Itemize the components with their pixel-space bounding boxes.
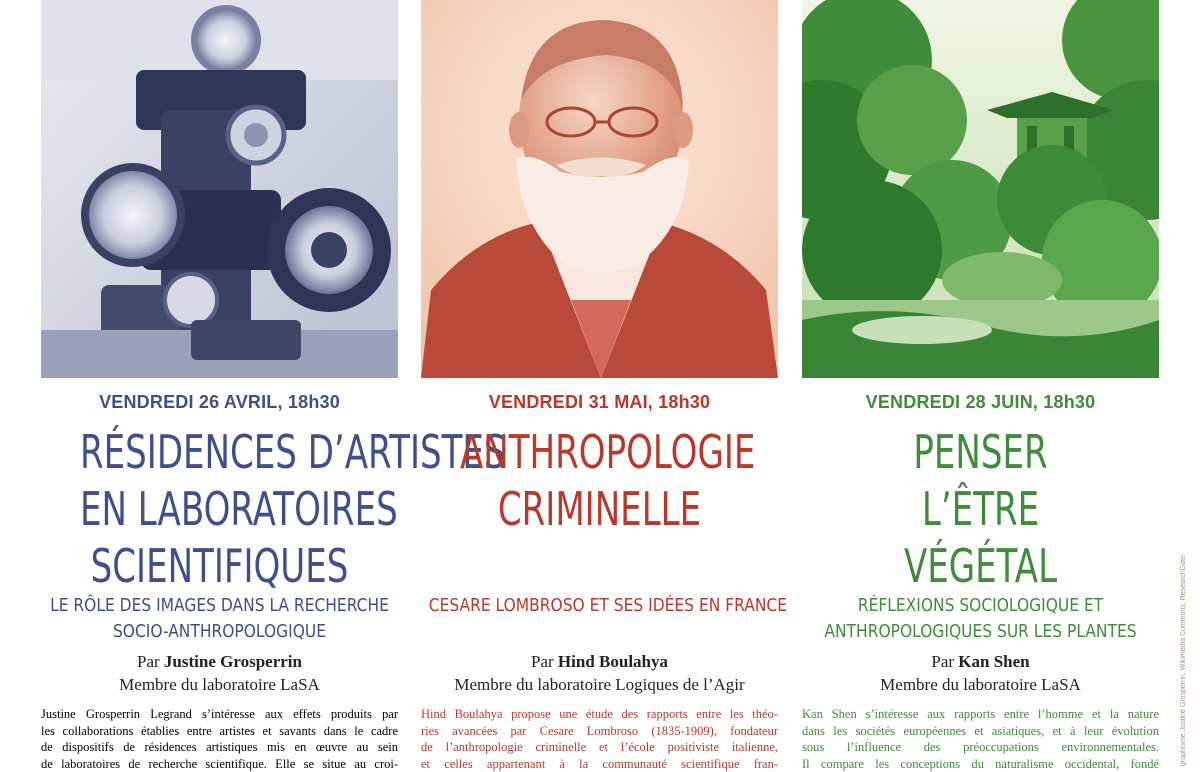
- description-line: de l’anthropologie criminelle et l’école positiviste italienne,: [421, 739, 778, 756]
- event-title: [841, 424, 1120, 595]
- subtitle-line: LE RÔLE DES IMAGES DANS LA RECHERCHE: [49, 593, 390, 619]
- subtitle-line: RÉFLEXIONS SOCIOLOGIQUE ET: [810, 593, 1151, 619]
- event-date: VENDREDI 31 MAI, 18h30: [421, 392, 778, 413]
- title-line: SCIENTIFIQUES: [80, 538, 359, 595]
- description-line: Kan Shen s’intéresse aux rapports entre l’homme et la nature: [802, 706, 1159, 723]
- event-column-3: [802, 0, 1159, 766]
- speaker-affiliation: Membre du laboratoire LaSA: [802, 673, 1159, 696]
- speaker-prefix: Par: [531, 652, 558, 671]
- speaker-name: Hind Boulahya: [558, 652, 668, 671]
- microscope-illustration: [41, 0, 398, 378]
- title-line: PENSER: [841, 424, 1120, 481]
- description-line: de laboratoires de recherche scientifique. Elle se situe au croi-: [41, 756, 398, 772]
- event-speaker: [41, 650, 398, 696]
- image-credit: graphisme Justine Grosperrin, Wikimedia Commons, ResearchGate: [1180, 566, 1187, 766]
- portrait-photo: [421, 0, 778, 378]
- event-date: VENDREDI 26 AVRIL, 18h30: [41, 392, 398, 413]
- description-line: dans les sociétés européennes et asiatiques, et à leur évolution: [802, 723, 1159, 740]
- description-line: et celles appartenant à la communauté scientifique fran-: [421, 756, 778, 772]
- event-description: [41, 706, 398, 772]
- garden-photo: [802, 0, 1159, 378]
- microscope-photo: [41, 0, 398, 378]
- event-speaker: [802, 650, 1159, 696]
- event-subtitle: [49, 593, 390, 645]
- title-line: ANTHROPOLOGIE: [460, 424, 739, 481]
- description-line: Hind Boulahya propose une étude des rapports entre les théo-: [421, 706, 778, 723]
- speaker-affiliation: Membre du laboratoire LaSA: [41, 673, 398, 696]
- speaker-affiliation: Membre du laboratoire Logiques de l’Agir: [421, 673, 778, 696]
- lombroso-portrait-illustration: [421, 0, 778, 378]
- subtitle-line: CESARE LOMBROSO ET SES IDÉES EN FRANCE: [429, 593, 770, 619]
- title-line: L’ÊTRE: [841, 481, 1120, 538]
- speaker-prefix: Par: [137, 652, 164, 671]
- subtitle-line: ANTHROPOLOGIQUES SUR LES PLANTES: [810, 619, 1151, 645]
- event-title: [460, 424, 739, 538]
- description-line: Il compare les conceptions du naturalisme occidental, fondé: [802, 756, 1159, 772]
- speaker-name: Justine Grosperrin: [164, 652, 302, 671]
- event-column-1: [41, 0, 398, 766]
- title-line: RÉSIDENCES D’ARTISTES: [80, 424, 359, 481]
- garden-illustration: [802, 0, 1159, 378]
- event-subtitle: [810, 593, 1151, 645]
- title-line: CRIMINELLE: [460, 481, 739, 538]
- event-description: [802, 706, 1159, 772]
- event-column-2: [421, 0, 778, 766]
- event-date: VENDREDI 28 JUIN, 18h30: [802, 392, 1159, 413]
- event-title: [80, 424, 359, 595]
- description-line: Justine Grosperrin Legrand s’intéresse aux effets produits par: [41, 706, 398, 723]
- event-speaker: [421, 650, 778, 696]
- event-subtitle: [429, 593, 770, 619]
- speaker-name: Kan Shen: [958, 652, 1029, 671]
- description-line: de dispositifs de résidences artistiques mis en œuvre au sein: [41, 739, 398, 756]
- title-line: VÉGÉTAL: [841, 538, 1120, 595]
- title-line: EN LABORATOIRES: [80, 481, 359, 538]
- speaker-prefix: Par: [931, 652, 958, 671]
- description-line: sous l’influence des préoccupations environnementales.: [802, 739, 1159, 756]
- description-line: ries avancées par Cesare Lombroso (1835-1909), fondateur: [421, 723, 778, 740]
- description-line: les collaborations établies entre artistes et savants dans le cadre: [41, 723, 398, 740]
- event-description: [421, 706, 778, 772]
- subtitle-line: SOCIO-ANTHROPOLOGIQUE: [49, 619, 390, 645]
